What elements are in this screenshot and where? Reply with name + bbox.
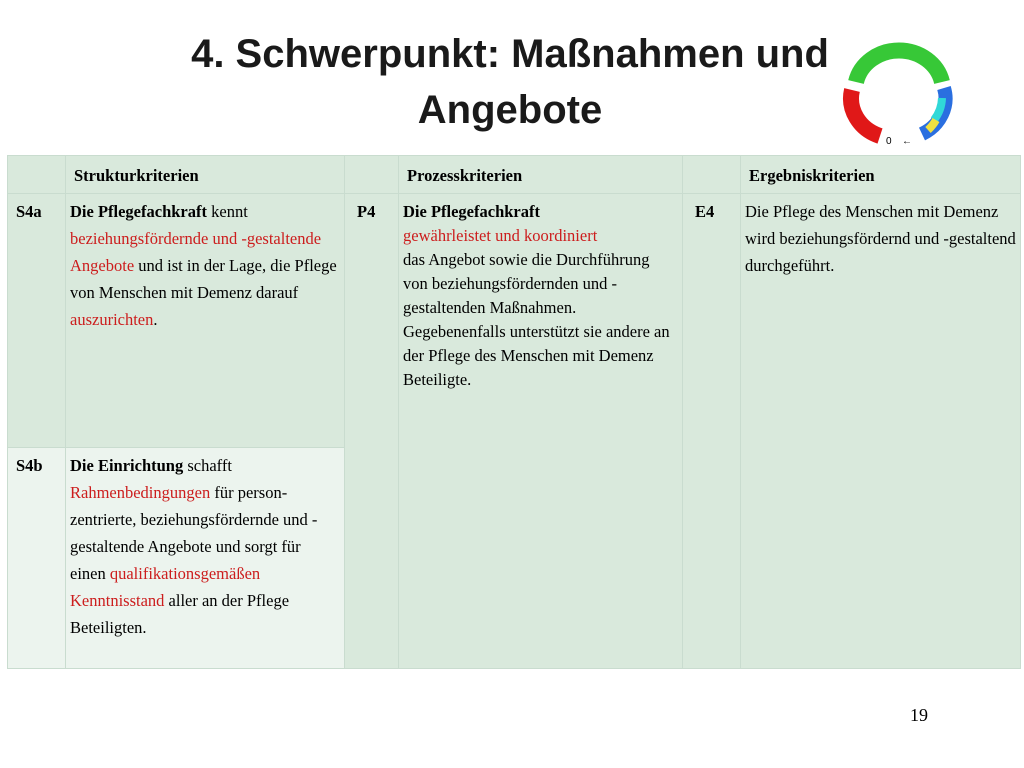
page-number: 19 (910, 705, 928, 725)
header-strukturkriterien: Strukturkriterien (66, 156, 345, 194)
table-header-row (8, 156, 1021, 194)
gauge-arrow-label: ← (902, 136, 912, 147)
header-ergebniskriterien: Ergebniskriterien (741, 156, 1021, 194)
header-empty-cell (683, 156, 741, 194)
criteria-table (7, 155, 1021, 669)
criterion-text-e4: Die Pflege des Menschen mit Demenz wird beziehungsfördernd und -gestaltend durchgeführt. (741, 194, 1021, 669)
criterion-id-s4b: S4b (8, 448, 66, 669)
criterion-text-s4a: Die Pflegefachkraft kennt beziehungsfördernde und -gestaltende Angebote und ist in der Lage, die Pflege von Menschen mit Demenz darauf auszurichten. (66, 194, 345, 448)
header-prozesskriterien: Prozesskriterien (399, 156, 683, 194)
slide-title: 4. Schwerpunkt: Maßnahmen und Angebote (191, 32, 829, 132)
header-empty-cell (8, 156, 66, 194)
criterion-id-s4a: S4a (8, 194, 66, 448)
criterion-id-p4: P4 (345, 194, 399, 669)
table-row (8, 194, 1021, 448)
criterion-text-s4b: Die Einrichtung schafft Rahmenbedingungen für person-zentrierte, beziehungsfördernde und -gestaltende Angebote und sorgt für einen qualifikationsgemäßen Kenntnisstand aller an der Pflege Beteiligten. (66, 448, 345, 669)
criterion-id-e4: E4 (683, 194, 741, 669)
gauge-zero-label: 0 (886, 136, 892, 147)
criterion-text-p4: Die Pflegefachkraft gewährleistet und koordiniert das Angebot sowie die Durchführung von beziehungsfördernden und -gestaltenden Maßnahmen. Gegebenenfalls unterstützt sie andere an der Pflege des Menschen mit Demenz Beteiligte. (399, 194, 683, 669)
color-ring-gauge-icon (842, 40, 954, 152)
header-empty-cell (345, 156, 399, 194)
